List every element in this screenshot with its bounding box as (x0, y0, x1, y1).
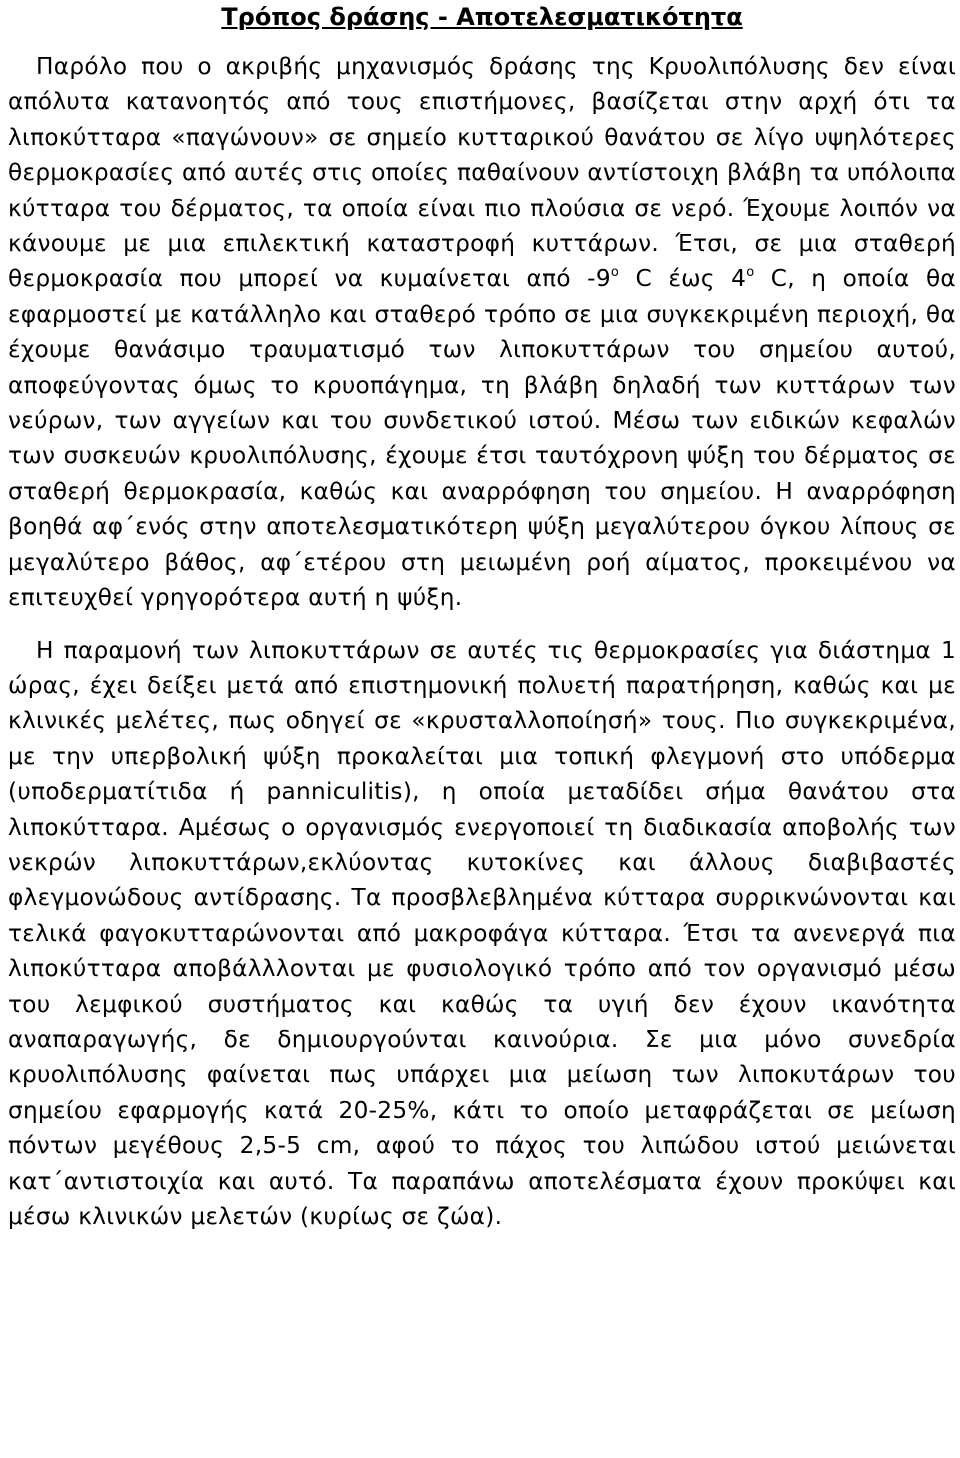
degree-symbol: ο (610, 265, 620, 281)
paragraph-mechanism-text-b: C έως 4 (619, 265, 747, 293)
paragraph-effectiveness: Η παραμονή των λιποκυττάρων σε αυτές τις θερμοκρασίες για διάστημα 1 ώρας, έχει δείξει μετά από επιστημονική πολυετή παρατήρηση, καθώς και με κλινικές μελέτες, πως οδηγεί σε «κρυσταλλοποίησή» τους. Πιο συγκεκριμένα, με την υπερβολική ψύξη προκαλείται μια τοπική φλεγμονή στο υπόδερμα (υποδερματίτιδα ή panniculitis), η οποία μεταδίδει σήμα θανάτου στα λιποκύτταρα. Αμέσως ο οργανισμός ενεργοποιεί τη διαδικασία αποβολής των νεκρών λιποκυττάρων,εκλύοντας κυτοκίνες και άλλους διαβιβαστές φλεγμονώδους αντίδρασης. Τα προσβλεβλημένα κύτταρα συρρικνώνονται και τελικά φαγοκυτταρώνονται από μακροφάγα κύτταρα. Έτσι τα ανενεργά πια λιποκύτταρα αποβάλλλονται με φυσιολογικό τρόπο από τον οργανισμό μέσω του λεμφικού συστήματος και καθώς τα υγιή δεν έχουν ικανότητα αναπαραγωγής, δε δημιουργούνται καινούρια. Σε μια μόνο συνεδρία κρυολιπόλυσης φαίνεται πως υπάρχει μια μείωση των λιποκυτάρων του σημείου εφαρμογής κατά 20-25%, κάτι το οποίο μεταφράζεται σε μείωση πόντων μεγέθους 2,5-5 cm, αφού το πάχος του λιπώδου ιστού μειώνεται κατ΄αντιστοιχία και αυτό. Τα παραπάνω αποτελέσματα έχουν προκύψει και μέσω κλινικών μελετών (κυρίως σε ζώα). (8, 636, 956, 1230)
paragraph-mechanism-text-a: Παρόλο που ο ακριβής μηχανισμός δράσης της Κρυολιπόλυσης δεν είναι απόλυτα κατανοητός από τους επιστήμονες, βασίζεται στην αρχή ότι τα λιποκύτταρα «παγώνουν» σε σημείο κυτταρικού θανάτου σε λίγο υψηλότερες θερμοκρασίες από αυτές στις οποίες παθαίνουν αντίστοιχη βλάβη τα υπόλοιπα κύτταρα του δέρματος, τα οποία είναι πιο πλούσια σε νερό. Έχουμε λοιπόν να κάνουμε με μια επιλεκτική καταστροφή κυττάρων. Έτσι, σε μια σταθερή θερμοκρασία που μπορεί να κυμαίνεται από -9 (8, 53, 956, 293)
paragraph-mechanism (8, 49, 956, 616)
degree-symbol: ο (746, 265, 755, 281)
page-title: Τρόπος δράσης - Αποτελεσματικότητα (221, 3, 743, 31)
document-page (8, 0, 956, 1234)
paragraph-mechanism-text-c: C, η οποία θα εφαρμοστεί με κατάλληλο και σταθερό τρόπο σε μια συγκεκριμένη περιοχή, θα έχουμε θανάσιμο τραυματισμό των λιποκυττάρων του σημείου αυτού, αποφεύγοντας όμως το κρυοπάγημα, τη βλάβη δηλαδή των κυττάρων των νεύρων, των αγγείων και του συνδετικού ιστού. Μέσω των ειδικών κεφαλών των συσκευών κρυολιπόλυσης, έχουμε έτσι ταυτόχρονη ψύξη του δέρματος σε σταθερή θερμοκρασία, καθώς και αναρρόφηση του σημείου. Η αναρρόφηση βοηθά αφ΄ενός στην αποτελεσματικότερη ψύξη μεγαλύτερου όγκου λίπους σε μεγαλύτερο βάθος, αφ΄ετέρου στη μειωμένη ροή αίματος, προκειμένου να επιτευχθεί γρηγορότερα αυτή η ψύξη. (8, 265, 957, 612)
